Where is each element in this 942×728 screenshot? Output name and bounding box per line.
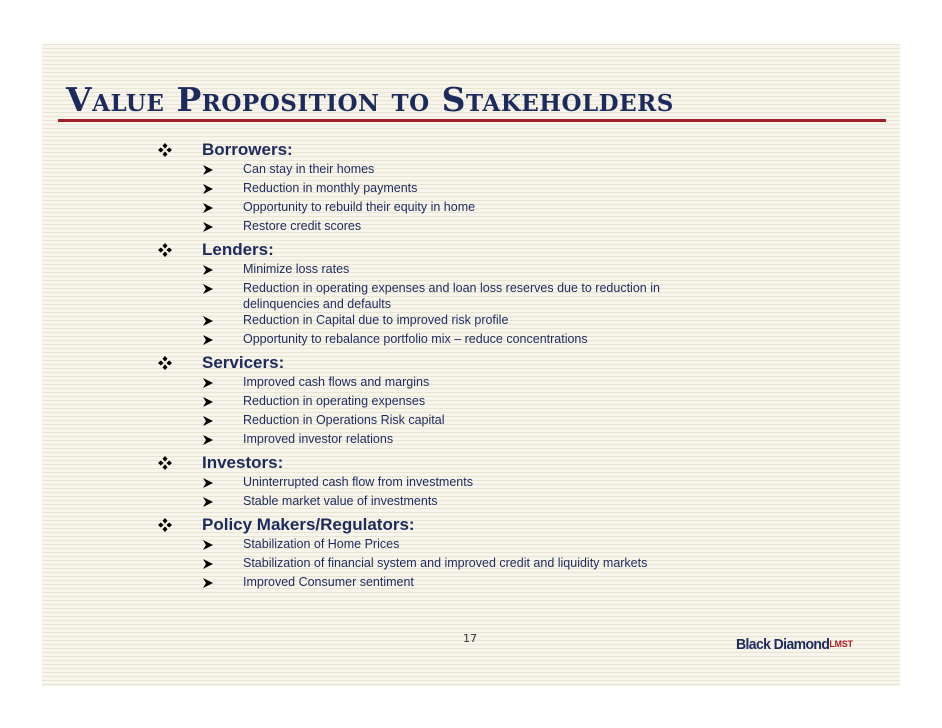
list-item <box>202 536 877 555</box>
section-heading <box>157 239 877 261</box>
section-servicers <box>157 352 877 450</box>
section-heading <box>157 139 877 161</box>
stakeholder-list <box>157 139 877 595</box>
list-item <box>202 393 877 412</box>
item-text: Improved investor relations <box>243 432 394 446</box>
arrow-bullet-icon <box>202 539 214 551</box>
list-item <box>202 312 877 331</box>
arrow-bullet-icon <box>202 577 214 589</box>
list-item <box>202 374 877 393</box>
arrow-bullet-icon <box>202 415 214 427</box>
logo-wordmark: Black Diamond <box>736 635 830 653</box>
item-text: Reduction in Operations Risk capital <box>243 413 445 427</box>
list-item <box>202 180 877 199</box>
section-label: Investors: <box>202 453 284 472</box>
arrow-bullet-icon <box>202 264 214 276</box>
four-diamond-bullet-icon <box>157 242 173 258</box>
section-items <box>157 374 877 450</box>
list-item <box>202 161 877 180</box>
arrow-bullet-icon <box>202 396 214 408</box>
item-text: Improved cash flows and margins <box>243 375 430 389</box>
section-heading <box>157 452 877 474</box>
arrow-bullet-icon <box>202 202 214 214</box>
item-text: Reduction in monthly payments <box>243 181 418 195</box>
list-item <box>202 331 877 350</box>
four-diamond-bullet-icon <box>157 517 173 533</box>
arrow-bullet-icon <box>202 164 214 176</box>
four-diamond-bullet-icon <box>157 355 173 371</box>
arrow-bullet-icon <box>202 434 214 446</box>
four-diamond-bullet-icon <box>157 455 173 471</box>
item-text: Reduction in operating expenses <box>243 394 426 408</box>
arrow-bullet-icon <box>202 283 214 295</box>
item-text: Improved Consumer sentiment <box>243 575 414 589</box>
slide-title: Value Proposition to Stakeholders <box>66 80 674 119</box>
list-item <box>202 474 877 493</box>
list-item <box>202 555 877 574</box>
item-text: Opportunity to rebuild their equity in home <box>243 200 476 214</box>
title-underline <box>58 119 886 122</box>
item-text: Minimize loss rates <box>243 262 350 276</box>
section-heading <box>157 352 877 374</box>
section-items <box>157 536 877 593</box>
item-text: Reduction in Capital due to improved risk profile <box>243 313 509 327</box>
section-borrowers <box>157 139 877 237</box>
item-text: Reduction in operating expenses and loan loss reserves due to reduction in delinquencies and defaults <box>243 281 660 311</box>
item-text: Stabilization of Home Prices <box>243 537 400 551</box>
section-items <box>157 261 877 350</box>
section-heading <box>157 514 877 536</box>
list-item <box>202 218 877 237</box>
arrow-bullet-icon <box>202 315 214 327</box>
logo-suffix: LMST <box>829 639 853 649</box>
section-items <box>157 161 877 237</box>
item-text: Stable market value of investments <box>243 494 438 508</box>
list-item <box>202 574 877 593</box>
arrow-bullet-icon <box>202 477 214 489</box>
page-number: 17 <box>463 632 477 645</box>
section-label: Servicers: <box>202 353 285 372</box>
arrow-bullet-icon <box>202 334 214 346</box>
arrow-bullet-icon <box>202 183 214 195</box>
arrow-bullet-icon <box>202 221 214 233</box>
section-policy-makers <box>157 514 877 593</box>
arrow-bullet-icon <box>202 377 214 389</box>
section-items <box>157 474 877 512</box>
section-label: Lenders: <box>202 240 274 259</box>
section-investors <box>157 452 877 512</box>
arrow-bullet-icon <box>202 496 214 508</box>
item-text: Opportunity to rebalance portfolio mix – reduce concentrations <box>243 332 588 346</box>
list-item <box>202 261 877 280</box>
item-text: Stabilization of financial system and improved credit and liquidity markets <box>243 556 648 570</box>
item-text: Uninterrupted cash flow from investments <box>243 475 473 489</box>
list-item <box>202 412 877 431</box>
section-label: Policy Makers/Regulators: <box>202 515 415 534</box>
list-item <box>202 199 877 218</box>
section-lenders <box>157 239 877 350</box>
company-logo <box>736 636 853 653</box>
arrow-bullet-icon <box>202 558 214 570</box>
four-diamond-bullet-icon <box>157 142 173 158</box>
list-item <box>202 493 877 512</box>
item-text: Restore credit scores <box>243 219 362 233</box>
list-item <box>202 280 877 312</box>
section-label: Borrowers: <box>202 140 293 159</box>
item-text: Can stay in their homes <box>243 162 375 176</box>
list-item <box>202 431 877 450</box>
